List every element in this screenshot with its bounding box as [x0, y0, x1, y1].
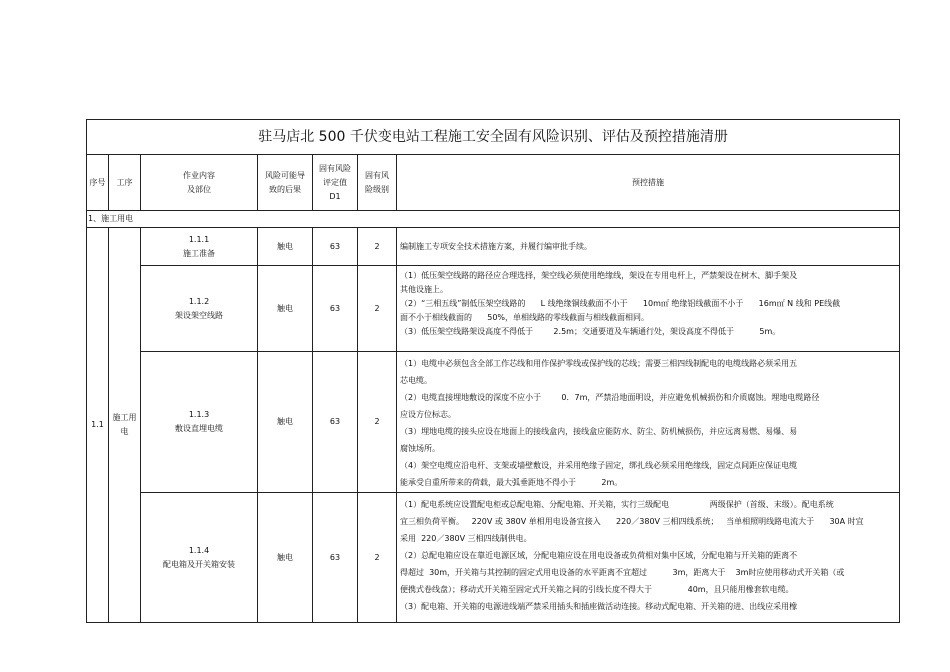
risk-level-cell: 2	[358, 266, 397, 352]
risk-level-cell: 2	[358, 493, 397, 623]
header-consequence: 风险可能导 致的后果	[258, 155, 313, 211]
header-row	[87, 155, 900, 211]
risk-value-cell: 63	[313, 266, 358, 352]
risk-value-cell: 63	[313, 493, 358, 623]
work-item: 1.1.2 架设架空线路	[141, 266, 258, 352]
header-work: 作业内容 及部位	[141, 155, 258, 211]
header-process: 工序	[109, 155, 141, 211]
work-item: 1.1.3 敷设直埋电缆	[141, 352, 258, 493]
group-seq: 1.1	[87, 228, 109, 623]
risk-level-cell: 2	[358, 352, 397, 493]
document-title: 驻马店北 500 千伏变电站工程施工安全固有风险识别、评估及预控措施清册	[87, 120, 900, 155]
consequence-cell: 触电	[258, 352, 313, 493]
measures-cell: （1）电缆中必须包含全部工作芯线和用作保护零线或保护线的芯线；需要三相四线制配电的电缆线路必须采用五 芯电缆。 （2）电缆直接埋地敷设的深度不应小于 0．7m，严禁沿地面明设，并应避免机械损伤和介质腐蚀。埋地电缆路径 应设方位标志。 （3）埋地电缆的接头应设在地面上的接线盒内，接线盒应能防水、防尘、防机械损伤，并应远离易燃、易爆、易 腐蚀场所。 （4）架空电缆应沿电杆、支架或墙壁敷设，并采用绝缘子固定，绑扎线必须采用绝缘线，固定点间距应保证电缆 能承受自重所带来的荷载，最大弧垂距地不得小于 2m。	[397, 352, 900, 493]
measures-cell: （1）低压架空线路的路径应合理选择，架空线必须使用绝缘线，架设在专用电杆上，严禁架设在树木、脚手架及 其他设施上。 （2）“三相五线”制低压架空线路的 L 线绝缘铜线截面不小于 10m㎡ 绝缘铝线截面不小于 16m㎡ N 线和 PE线截 面不小于相线截面的 50%，单相线路的零线截面与相线截面相同。 （3）低压架空线路架设高度不得低于 2.5m；交通要道及车辆通行处，架设高度不得低于 5m。	[397, 266, 900, 352]
work-item: 1.1.4 配电箱及开关箱安装	[141, 493, 258, 623]
header-seq: 序号	[87, 155, 109, 211]
risk-value-cell: 63	[313, 228, 358, 266]
risk-table	[86, 119, 900, 623]
section-title: 1、施工用电	[87, 211, 900, 228]
measures-cell: 编制施工专项安全技术措施方案，并履行编审批手续。	[397, 228, 900, 266]
risk-level-cell: 2	[358, 228, 397, 266]
header-measures: 预控措施	[397, 155, 900, 211]
header-risk-level: 固有风 险级别	[358, 155, 397, 211]
table-row	[87, 352, 900, 493]
table-row	[87, 266, 900, 352]
header-risk-value: 固有风险 评定值 D1	[313, 155, 358, 211]
consequence-cell: 触电	[258, 493, 313, 623]
group-process: 施工用 电	[109, 228, 141, 623]
table-row	[87, 228, 900, 266]
consequence-cell: 触电	[258, 266, 313, 352]
table-row	[87, 493, 900, 623]
work-item: 1.1.1 施工准备	[141, 228, 258, 266]
consequence-cell: 触电	[258, 228, 313, 266]
measures-cell: （1）配电系统应设置配电柜或总配电箱、分配电箱、开关箱，实行三级配电 两级保护（首级、末级）。配电系统 宜三相负荷平衡。 220V 或 380V 单相用电设备宜接入 220／380V 三相四线系统； 当单相照明线路电流大于 30A 时宜 采用 220／380V 三相四线制供电。 （2）总配电箱应设在靠近电源区域，分配电箱应设在用电设备或负荷相对集中区域，分配电箱与开关箱的距离不 得超过 30m，开关箱与其控制的固定式用电设备的水平距离不宜超过 3m，距离大于 3m时应使用移动式开关箱（或 便携式卷线盘）；移动式开关箱至固定式开关箱之间的引线长度不得大于 40m，且只能用橡套软电缆。 （3）配电箱、开关箱的电源进线端严禁采用插头和插座做活动连接。移动式配电箱、开关箱的进、出线应采用橡	[397, 493, 900, 623]
risk-value-cell: 63	[313, 352, 358, 493]
